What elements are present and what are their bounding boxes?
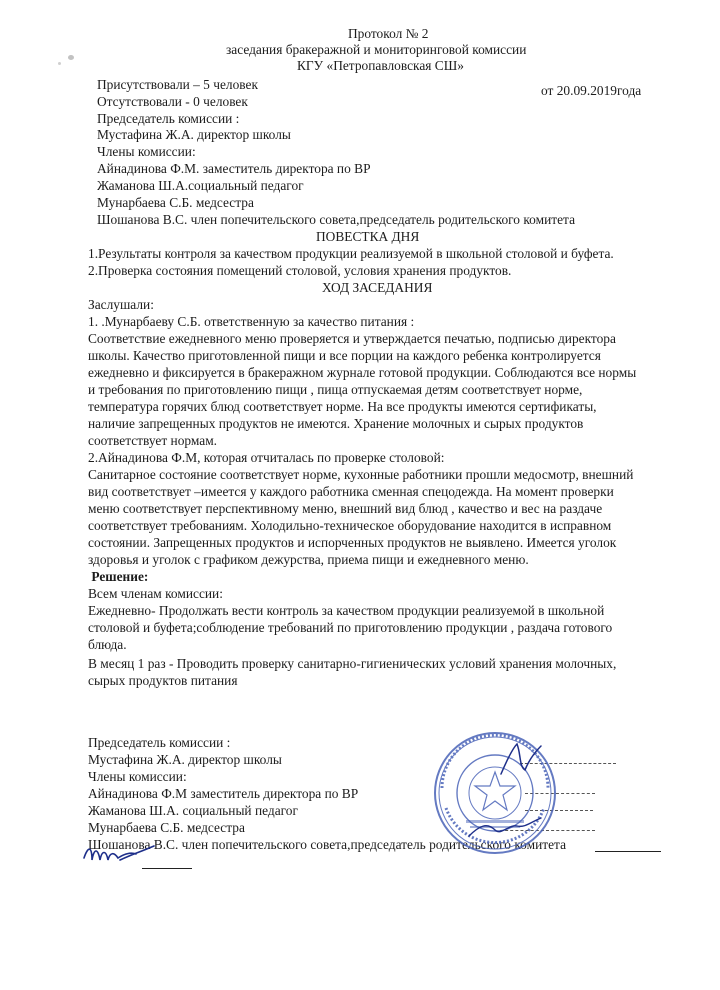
- report-1-line: соответствует нормам.: [88, 433, 218, 448]
- protocol-title: Протокол № 2: [348, 26, 429, 41]
- present-count: Присутствовали – 5 человек: [97, 77, 258, 92]
- sign-member-item: Айнадинова Ф.М заместитель директора по ВР: [88, 786, 359, 801]
- decision-item-2: В месяц 1 раз - Проводить проверку санитарно-гигиенических условий хранения молочных,: [88, 656, 617, 671]
- sign-members-label: Члены комиссии:: [88, 769, 187, 784]
- member-item: Шошанова В.С. член попечительского совета,председатель родительского комитета: [97, 212, 576, 227]
- report-2-line: вид соответствует –имеется у каждого работника сменная спецодежда. На момент проверки: [88, 484, 614, 499]
- sign-member-item: Шошанова В.С. член попечительского совета,председатель родительского комитета: [88, 837, 567, 852]
- decision-to: Всем членам комиссии:: [88, 586, 223, 601]
- heard-label: Заслушали:: [88, 297, 154, 312]
- signature-line: [595, 851, 661, 852]
- sign-chair-label: Председатель комиссии :: [88, 735, 231, 750]
- report-2-line: состоянии. Запрещенных продуктов и испорченных продуктов не выявлено. Имеется уголок: [88, 535, 617, 550]
- scan-speck: [58, 62, 61, 65]
- agenda-title: ПОВЕСТКА ДНЯ: [316, 229, 420, 244]
- signature-icon: [465, 812, 545, 844]
- speaker-2: 2.Айнадинова Ф.М, которая отчиталась по проверке столовой:: [88, 450, 445, 465]
- signature-icon: [80, 838, 160, 874]
- speaker-1: 1. .Мунарбаеву С.Б. ответственную за качество питания :: [88, 314, 415, 329]
- agenda-item: 2.Проверка состояния помещений столовой, условия хранения продуктов.: [88, 263, 512, 278]
- decision-item-1: блюда.: [88, 637, 127, 652]
- member-item: Айнадинова Ф.М. заместитель директора по ВР: [97, 161, 371, 176]
- signature-icon: [495, 740, 545, 780]
- scan-speck: [68, 55, 74, 60]
- report-1-line: Соответствие ежедневного меню проверяется и утверждается печатью, подписью директора: [88, 331, 616, 346]
- report-2-line: здоровья и уголок с графиком дежурства, приема пищи и ежедневного меню.: [88, 552, 529, 567]
- report-1-line: наличие запрещенных продуктов не имеются. Хранение молочных и сырых продуктов: [88, 416, 584, 431]
- protocol-subtitle: заседания бракеражной и мониторинговой комиссии: [226, 42, 527, 57]
- decision-item-2: сырых продуктов питания: [88, 673, 238, 688]
- protocol-date: от 20.09.2019года: [541, 83, 642, 98]
- absent-count: Отсутствовали - 0 человек: [97, 94, 248, 109]
- proceedings-title: ХОД ЗАСЕДАНИЯ: [322, 280, 433, 295]
- report-2-line: Санитарное состояние соответствует норме, кухонные работники прошли медосмотр, внешний: [88, 467, 634, 482]
- members-label: Члены комиссии:: [97, 144, 196, 159]
- report-1-line: и требования по приготовлению пищи , пища отпускаемая детям соответствует норме,: [88, 382, 583, 397]
- report-1-line: температура горячих блюд соответствует норме. На все продукты имеются сертификаты,: [88, 399, 597, 414]
- member-item: Мунарбаева С.Б. медсестра: [97, 195, 254, 210]
- sign-member-item: Мунарбаева С.Б. медсестра: [88, 820, 245, 835]
- chair-name: Мустафина Ж.А. директор школы: [97, 127, 291, 142]
- organization-name: КГУ «Петропавловская СШ»: [297, 58, 464, 73]
- report-2-line: соответствует требованиям. Холодильно-техническое оборудование находится в исправном: [88, 518, 612, 533]
- decision-title: Решение:: [88, 569, 149, 584]
- agenda-item: 1.Результаты контроля за качеством продукции реализуемой в школьной столовой и буфета.: [88, 246, 614, 261]
- decision-item-1: столовой и буфета;соблюдение требований по приготовлению продукции , раздача готового: [88, 620, 613, 635]
- report-2-line: меню соответствует перспективному меню, внешний вид блюд , качество и вес на раздаче: [88, 501, 603, 516]
- sign-chair-name: Мустафина Ж.А. директор школы: [88, 752, 282, 767]
- member-item: Жаманова Ш.А.социальный педагог: [97, 178, 304, 193]
- report-1-line: ежедневно и фиксируется в бракеражном журнале готовой продукции. Соблюдаются все нормы: [88, 365, 637, 380]
- chair-label: Председатель комиссии :: [97, 111, 240, 126]
- report-1-line: школы. Качество приготовленной пищи и все порции на каждого ребенка контролируется: [88, 348, 601, 363]
- sign-member-item: Жаманова Ш.А. социальный педагог: [88, 803, 298, 818]
- decision-item-1: Ежедневно- Продолжать вести контроль за качеством продукции реализуемой в школьной: [88, 603, 605, 618]
